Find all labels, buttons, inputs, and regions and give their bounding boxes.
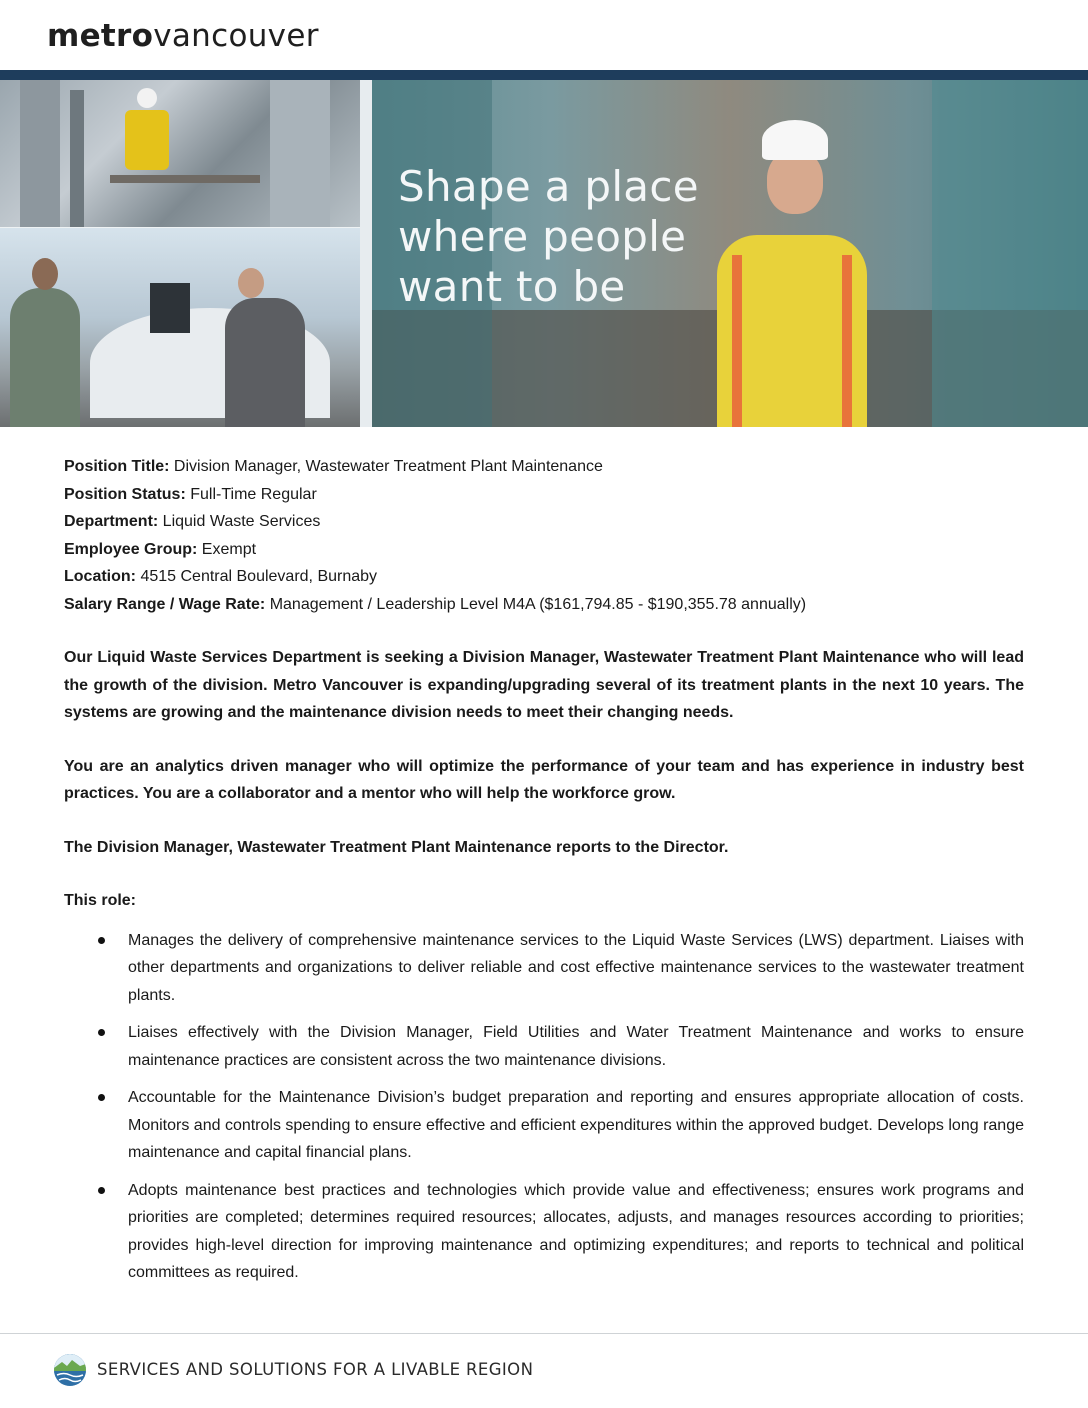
brand-logo-bold: metro — [47, 18, 154, 54]
hero-tagline-line-3: want to be — [398, 262, 626, 311]
hero-tagline-line-1: Shape a place — [398, 162, 699, 211]
hero-banner — [0, 80, 1088, 427]
role-responsibilities-list — [64, 927, 1024, 1287]
list-item: Accountable for the Maintenance Division’s budget preparation and reporting and ensures appropriate allocation of costs. Monitors and controls spending to ensure effective and efficient expenditures within the approved budget. Develops long range maintenance and capital financial plans. — [64, 1084, 1024, 1167]
header-bar — [0, 70, 1088, 80]
candidate-paragraph: You are an analytics driven manager who will optimize the performance of your team and has experience in industry best practices. You are a collaborator and a mentor who will help the workforce grow. — [64, 757, 1024, 802]
list-item: Manages the delivery of comprehensive maintenance services to the Liquid Waste Services (LWS) department. Liaises with other departments and organizations to deliver reliable and cost effective maintenance services to the wastewater treatment plants. — [64, 927, 1024, 1010]
list-item: Liaises effectively with the Division Manager, Field Utilities and Water Treatment Maintenance and works to ensure maintenance practices are consistent across the two maintenance divisions. — [64, 1019, 1024, 1074]
bullet-icon — [98, 1094, 105, 1101]
list-item: Adopts maintenance best practices and technologies which provide value and effectiveness; ensures work programs and priorities are completed; determines required resources; allocates, adjusts, and manages resources according to priorities; provides high-level direction for improving maintenance and optimizing expenditures; and reports to technical and political committees as required. — [64, 1177, 1024, 1287]
bullet-icon — [98, 1187, 105, 1194]
footer-slogan: SERVICES AND SOLUTIONS FOR A LIVABLE REGION — [97, 1360, 534, 1379]
hero-photo-office-meeting — [0, 228, 360, 427]
detail-position-title: Position Title: Division Manager, Wastewater Treatment Plant Maintenance — [64, 458, 603, 475]
brand-logo-light: vancouver — [153, 18, 319, 54]
hero-photo-worker-on-platform — [0, 80, 360, 227]
reporting-paragraph: The Division Manager, Wastewater Treatment Plant Maintenance reports to the Director. — [64, 838, 729, 856]
detail-department: Department: Liquid Waste Services — [64, 513, 321, 530]
brand-logo — [47, 18, 319, 54]
detail-position-status: Position Status: Full-Time Regular — [64, 485, 317, 503]
detail-salary-range: Salary Range / Wage Rate: Management / Leadership Level M4A ($161,794.85 - $190,355.78 annually) — [64, 595, 807, 613]
footer-divider — [0, 1333, 1088, 1334]
hero-tagline-line-2: where people — [398, 212, 687, 261]
hero-tagline — [398, 162, 738, 312]
intro-paragraph: Our Liquid Waste Services Department is seeking a Division Manager, Wastewater Treatment Plant Maintenance who will lead the growth of the division. Metro Vancouver is expanding/upgrading several of its treatment plants in the next 10 years. The systems are growing and the maintenance division needs to meet their changing needs. — [64, 649, 1024, 721]
position-details — [64, 453, 1024, 618]
job-posting-content — [64, 453, 1024, 1297]
hero-divider-vertical — [360, 80, 372, 427]
bullet-icon — [98, 937, 105, 944]
bullet-icon — [98, 1029, 105, 1036]
detail-employee-group: Employee Group: Exempt — [64, 540, 257, 558]
role-heading: This role: — [64, 892, 137, 909]
metro-vancouver-emblem-icon — [54, 1354, 86, 1386]
detail-location: Location: 4515 Central Boulevard, Burnaby — [64, 568, 378, 585]
